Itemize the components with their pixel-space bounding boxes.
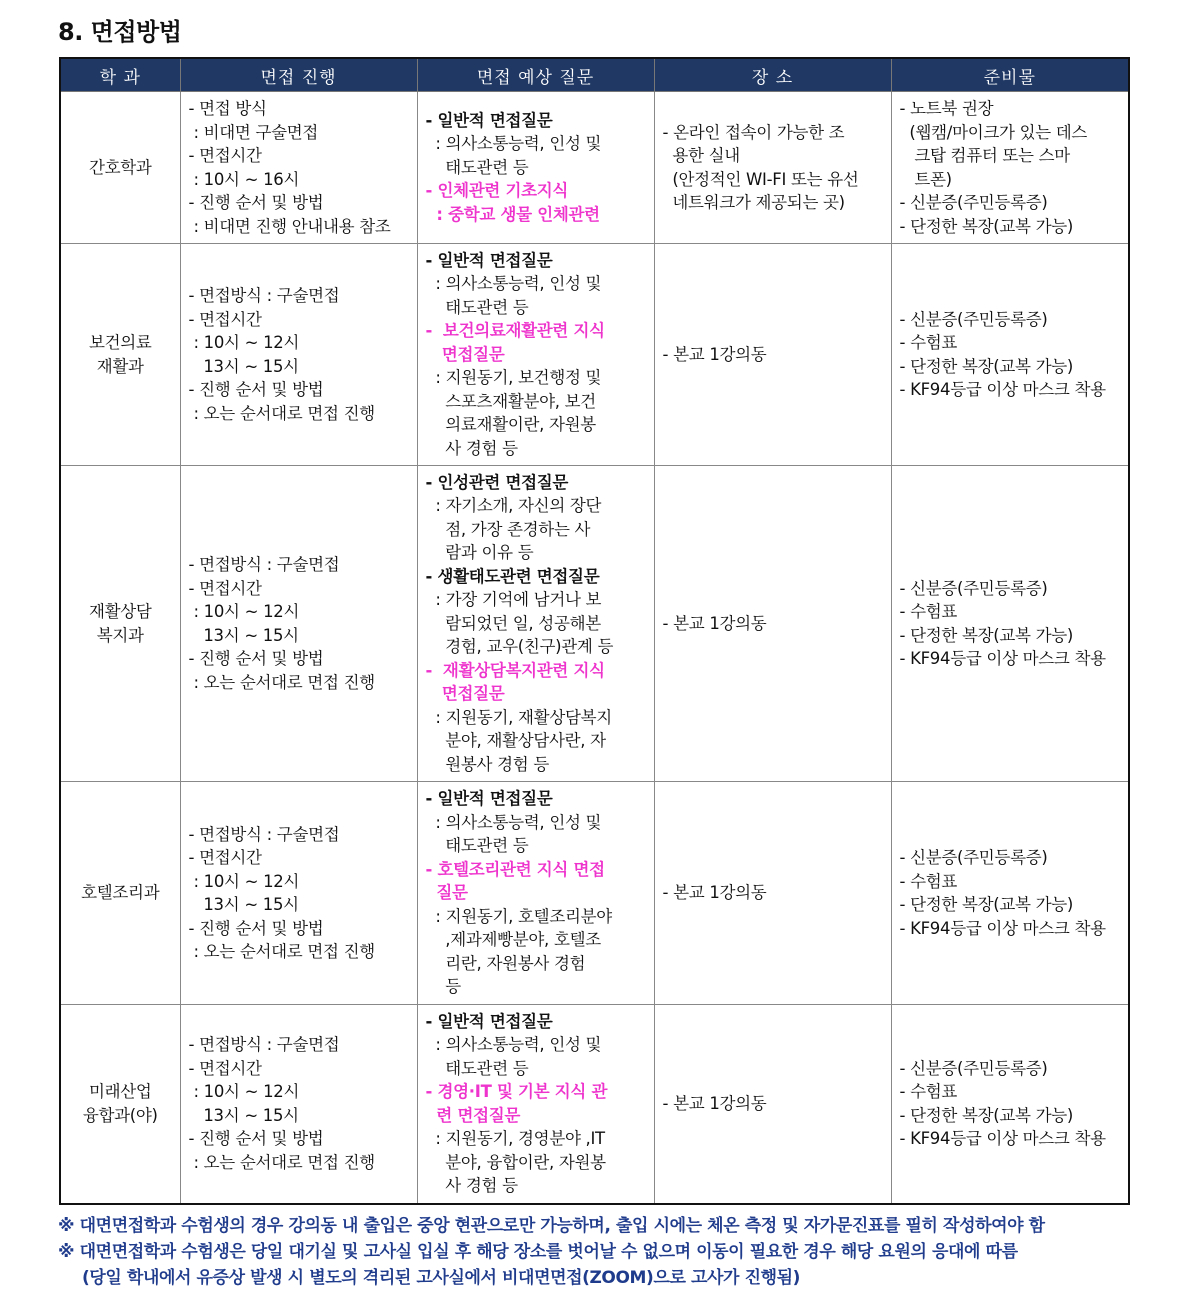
department-name: 보건의료 <box>88 333 152 352</box>
header-questions: 면접 예상 질문 <box>417 58 654 92</box>
process-line: - 면접방식 : 구술면접 <box>188 824 340 844</box>
department-name: 복지과 <box>96 625 144 645</box>
process-line: : 10시 ~ 12시 <box>188 333 300 352</box>
question-line: : 중학교 생물 인체관련 <box>425 204 600 224</box>
item-line: - 수험표 <box>899 871 958 891</box>
header-items: 준비물 <box>891 58 1129 92</box>
question-line: 람과 이유 등 <box>425 543 534 563</box>
process-line: - 면접시간 <box>188 578 262 598</box>
process-cell <box>180 1005 417 1204</box>
question-line: - 일반적 면접질문 <box>425 1011 553 1031</box>
question-line: 의료재활이란, 자원봉 <box>425 415 596 435</box>
place-line: - 본교 1강의동 <box>662 344 767 364</box>
question-line: - 인체관련 기초지식 <box>425 181 569 201</box>
place-cell <box>654 244 891 466</box>
question-line: : 지원동기, 재활상담복지 <box>425 707 612 727</box>
question-line: 태도관련 등 <box>425 1058 529 1078</box>
process-line: : 오는 순서대로 면접 진행 <box>188 672 375 692</box>
process-line: : 오는 순서대로 면접 진행 <box>188 403 375 423</box>
table-row <box>60 92 1129 244</box>
place-cell <box>654 92 891 244</box>
page-title: 8. 면접방법 <box>58 18 182 46</box>
item-line: - 단정한 복장(교복 가능) <box>899 216 1074 236</box>
item-line: - 단정한 복장(교복 가능) <box>899 895 1074 914</box>
department-name: 재활상담 <box>88 602 152 621</box>
table-row <box>60 244 1129 466</box>
place-cell <box>654 782 891 1005</box>
department-cell <box>60 92 180 244</box>
question-line: : 지원동기, 호텔조리분야 <box>425 906 612 926</box>
question-line: - 보건의료재활관련 지식 <box>425 321 605 341</box>
process-cell <box>180 244 417 466</box>
place-line: 용한 실내 <box>662 146 740 165</box>
questions-cell <box>417 1005 654 1204</box>
question-line: 등 <box>425 977 461 997</box>
question-line: : 의사소통능력, 인성 및 <box>425 134 602 154</box>
question-line: - 일반적 면접질문 <box>425 110 553 130</box>
process-line: : 오는 순서대로 면접 진행 <box>188 942 375 961</box>
process-line: : 10시 ~ 12시 <box>188 602 300 621</box>
questions-cell <box>417 782 654 1005</box>
item-line: - 단정한 복장(교복 가능) <box>899 625 1074 645</box>
process-line: - 진행 순서 및 방법 <box>188 1129 324 1149</box>
table-header-row <box>60 58 1129 92</box>
department-cell <box>60 466 180 782</box>
items-cell <box>891 1005 1129 1204</box>
process-line: : 10시 ~ 12시 <box>188 871 300 891</box>
process-cell <box>180 782 417 1005</box>
process-line: - 면접시간 <box>188 1058 262 1078</box>
question-line: - 경영·IT 및 기본 지식 관 <box>425 1082 608 1102</box>
process-line: - 면접시간 <box>188 848 262 867</box>
item-line: - 신분증(주민등록증) <box>899 193 1048 212</box>
place-line: - 온라인 접속이 가능한 조 <box>662 122 845 142</box>
question-line: 사 경험 등 <box>425 1176 518 1196</box>
question-line: 분야, 융합이란, 자원봉 <box>425 1152 606 1172</box>
header-process: 면접 진행 <box>180 58 417 92</box>
header-department: 학 과 <box>60 58 180 92</box>
table-row <box>60 466 1129 782</box>
items-cell <box>891 782 1129 1005</box>
question-line: - 생활태도관련 면접질문 <box>425 566 600 586</box>
department-name: 미래산업 <box>88 1082 152 1102</box>
process-line: 13시 ~ 15시 <box>188 895 299 914</box>
department-name: 재활과 <box>96 356 144 376</box>
item-line: - KF94등급 이상 마스크 착용 <box>899 380 1106 399</box>
items-cell <box>891 244 1129 466</box>
question-line: - 일반적 면접질문 <box>425 250 553 270</box>
department-cell <box>60 1005 180 1204</box>
question-line: 련 면접질문 <box>425 1105 521 1125</box>
question-line: 점, 가장 존경하는 사 <box>425 519 591 539</box>
place-line: 네트워크가 제공되는 곳) <box>662 193 845 212</box>
question-line: : 의사소통능력, 인성 및 <box>425 812 602 832</box>
questions-cell <box>417 466 654 782</box>
notes <box>58 1213 1133 1291</box>
process-line: : 비대면 진행 안내내용 참조 <box>188 216 391 236</box>
question-line: 경험, 교우(친구)관계 등 <box>425 637 614 657</box>
question-line: - 호텔조리관련 지식 면접 <box>425 859 605 879</box>
item-line: - 노트북 권장 <box>899 99 994 118</box>
question-line: 사 경험 등 <box>425 438 518 458</box>
item-line: - 수험표 <box>899 1082 958 1102</box>
item-line: 트폰) <box>899 169 952 189</box>
process-line: - 면접 방식 <box>188 99 267 118</box>
question-line: 질문 <box>425 883 468 903</box>
process-line: - 면접방식 : 구술면접 <box>188 555 340 574</box>
question-line: 리란, 자원봉사 경험 <box>425 953 586 973</box>
question-line: : 지원동기, 보건행정 및 <box>425 368 602 388</box>
item-line: - 수험표 <box>899 333 958 352</box>
place-line: - 본교 1강의동 <box>662 613 767 633</box>
item-line: (웹캠/마이크가 있는 데스 <box>899 122 1088 142</box>
question-line: - 일반적 면접질문 <box>425 789 553 809</box>
process-line: - 면접방식 : 구술면접 <box>188 1035 340 1055</box>
process-line: 13시 ~ 15시 <box>188 1105 299 1125</box>
place-line: (안정적인 WI-FI 또는 유선 <box>662 169 859 189</box>
question-line: 태도관련 등 <box>425 157 529 177</box>
item-line: - 신분증(주민등록증) <box>899 848 1048 867</box>
question-line: : 의사소통능력, 인성 및 <box>425 1035 602 1055</box>
item-line: - 신분증(주민등록증) <box>899 1058 1048 1078</box>
item-line: - KF94등급 이상 마스크 착용 <box>899 649 1106 668</box>
question-line: : 지원동기, 경영분야 ,IT <box>425 1129 605 1149</box>
note-3: (당일 학내에서 유증상 발생 시 별도의 격리된 고사실에서 비대면면접(ZOOM)으로 고사가 진행됨) <box>82 1268 801 1288</box>
note-2: ※ 대면면접학과 수험생은 당일 대기실 및 고사실 입실 후 해당 장소를 벗어날 수 없으며 이동이 필요한 경우 해당 요원의 응대에 따름 <box>58 1242 1018 1262</box>
process-line: : 오는 순서대로 면접 진행 <box>188 1152 375 1172</box>
item-line: - 단정한 복장(교복 가능) <box>899 1105 1074 1125</box>
process-line: - 면접시간 <box>188 309 262 329</box>
process-line: : 10시 ~ 12시 <box>188 1082 300 1102</box>
question-line: 스포츠재활분야, 보건 <box>425 391 596 411</box>
item-line: - KF94등급 이상 마스크 착용 <box>899 1129 1106 1149</box>
process-cell <box>180 92 417 244</box>
process-line: - 진행 순서 및 방법 <box>188 649 324 668</box>
table-row <box>60 1005 1129 1204</box>
question-line: - 재활상담복지관련 지식 <box>425 660 605 680</box>
process-line: - 면접방식 : 구술면접 <box>188 286 340 305</box>
process-line: - 면접시간 <box>188 146 262 165</box>
header-place: 장 소 <box>654 58 891 92</box>
question-line: 면접질문 <box>425 684 505 704</box>
process-line: 13시 ~ 15시 <box>188 625 299 645</box>
item-line: - 수험표 <box>899 602 958 621</box>
note-1: ※ 대면면접학과 수험생의 경우 강의동 내 출입은 중앙 현관으로만 가능하며, 출입 시에는 체온 측정 및 자가문진표를 필히 작성하여야 함 <box>58 1216 1045 1236</box>
department-name: 간호학과 <box>88 157 152 177</box>
question-line: 람되었던 일, 성공해본 <box>425 613 601 633</box>
department-cell <box>60 782 180 1005</box>
interview-method-table <box>59 57 1130 1205</box>
question-line: 원봉사 경험 등 <box>425 754 550 774</box>
item-line: - KF94등급 이상 마스크 착용 <box>899 918 1106 938</box>
place-cell <box>654 1005 891 1204</box>
question-line: 면접질문 <box>425 344 505 364</box>
items-cell <box>891 466 1129 782</box>
item-line: 크탑 컴퓨터 또는 스마 <box>899 146 1070 165</box>
questions-cell <box>417 92 654 244</box>
place-line: - 본교 1강의동 <box>662 883 767 903</box>
item-line: - 신분증(주민등록증) <box>899 309 1048 329</box>
process-line: - 진행 순서 및 방법 <box>188 380 324 399</box>
department-name: 호텔조리과 <box>81 883 160 903</box>
process-line: 13시 ~ 15시 <box>188 356 299 376</box>
question-line: 태도관련 등 <box>425 836 529 856</box>
process-line: : 10시 ~ 16시 <box>188 169 300 189</box>
place-line: - 본교 1강의동 <box>662 1094 767 1113</box>
question-line: 태도관련 등 <box>425 297 529 317</box>
question-line: : 의사소통능력, 인성 및 <box>425 274 602 294</box>
item-line: - 신분증(주민등록증) <box>899 578 1048 598</box>
process-line: - 진행 순서 및 방법 <box>188 193 324 212</box>
question-line: 분야, 재활상담사란, 자 <box>425 731 606 751</box>
question-line: : 자기소개, 자신의 장단 <box>425 496 602 516</box>
question-line: - 인성관련 면접질문 <box>425 472 569 492</box>
questions-cell <box>417 244 654 466</box>
process-cell <box>180 466 417 782</box>
process-line: : 비대면 구술면접 <box>188 122 319 142</box>
question-line: : 가장 기억에 남거나 보 <box>425 590 602 610</box>
process-line: - 진행 순서 및 방법 <box>188 918 324 938</box>
item-line: - 단정한 복장(교복 가능) <box>899 356 1074 376</box>
department-cell <box>60 244 180 466</box>
department-name: 융합과(야) <box>82 1105 158 1125</box>
place-cell <box>654 466 891 782</box>
question-line: ,제과제빵분야, 호텔조 <box>425 930 601 950</box>
table-row <box>60 782 1129 1005</box>
items-cell <box>891 92 1129 244</box>
